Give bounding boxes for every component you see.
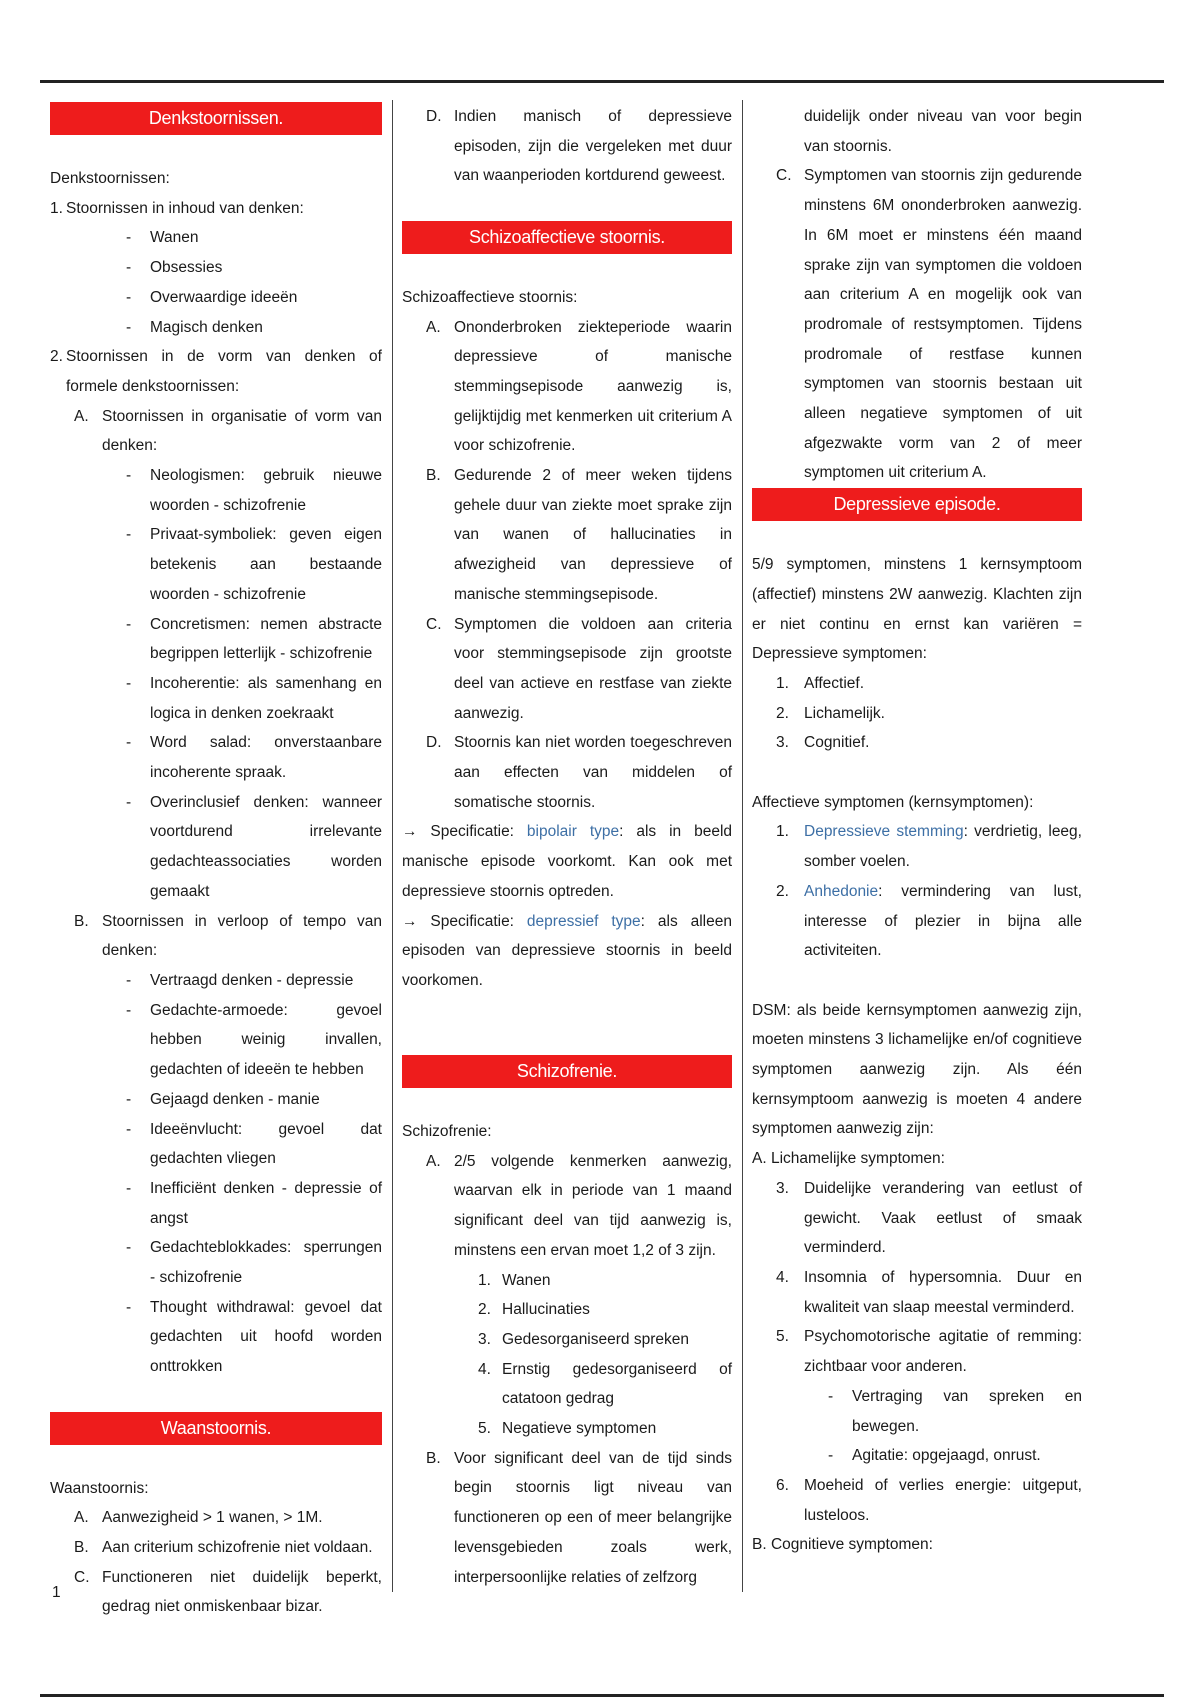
list-item: A. Stoornissen in organisatie of vorm van denken: xyxy=(74,407,382,455)
list-item: B. Stoornissen in verloop of tempo van denken: xyxy=(74,912,382,960)
list-item-continuation: duidelijk onder niveau van voor begin van stoornis. xyxy=(804,108,1082,155)
bullet-item: - Overwaardige ideeën xyxy=(126,288,298,306)
column-1 xyxy=(50,102,382,1622)
list-item: A. Ononderbroken ziekteperiode waarin depressieve of manische stemmingsepisode aanwezig is, gelijktijdig met kenmerken uit criterium A voor schizofrenie. xyxy=(426,318,732,455)
list-item: B. Voor significant deel van de tijd sinds begin stoornis ligt niveau van functioneren op een of meer belangrijke levensgebieden zoals werk, interpersoonlijke relaties of zelfzorg xyxy=(426,1449,732,1586)
section-header-schizofrenie: Schizofrenie. xyxy=(402,1055,732,1088)
page-number: 1 xyxy=(52,1584,61,1601)
numbered-item: 5. Psychomotorische agitatie of remming: zichtbaar voor anderen. xyxy=(776,1328,1082,1376)
numbered-item: 1. Depressieve stemming: verdrietig, leeg, somber voelen. xyxy=(776,823,1082,871)
column-2 xyxy=(402,102,732,1592)
numbered-item: 2. Lichamelijk. xyxy=(776,704,885,722)
bottom-rule xyxy=(40,1694,1164,1697)
list-item: C. Functioneren niet duidelijk beperkt, gedrag niet onmiskenbaar bizar. xyxy=(74,1568,382,1616)
numbered-item: 2. Hallucinaties xyxy=(478,1301,590,1319)
bullet-item: - Word salad: onverstaanbare incoherente spraak. xyxy=(126,734,382,782)
bullet-item: - Thought withdrawal: gevoel dat gedachten uit hoofd worden onttrokken xyxy=(126,1298,382,1376)
bullet-item: - Inefficiënt denken - depressie of angst xyxy=(126,1179,382,1227)
intro-denkstoornissen: Denkstoornissen: xyxy=(50,170,170,187)
bullet-item: - Ideeënvlucht: gevoel dat gedachten vliegen xyxy=(126,1120,382,1168)
bullet-item: - Obsessies xyxy=(126,259,223,277)
list-item: C. Symptomen die voldoen aan criteria voor stemmingsepisode zijn grootste deel van actieve en restfase van ziekte aanwezig. xyxy=(426,615,732,722)
numbered-item: 2. Anhedonie: vermindering van lust, interesse of plezier in bijna alle activiteiten. xyxy=(776,882,1082,960)
list-item: D. Indien manisch of depressieve episoden, zijn die vergeleken met duur van waanperioden kortdurend geweest. xyxy=(426,108,732,185)
list-item: B. Aan criterium schizofrenie niet voldaan. xyxy=(74,1538,373,1556)
term-depressief-type: depressief type xyxy=(526,912,641,930)
numbered-item: 6. Moeheid of verlies energie: uitgeput, lusteloos. xyxy=(776,1476,1082,1524)
term-anhedonie: Anhedonie xyxy=(804,882,879,900)
intro-schizofrenie: Schizofrenie: xyxy=(402,1123,492,1141)
section-header-depressieve-episode: Depressieve episode. xyxy=(752,488,1082,521)
numbered-item: 4. Insomnia of hypersomnia. Duur en kwaliteit van slaap meestal verminderd. xyxy=(776,1268,1082,1316)
list-item: 2. Stoornissen in de vorm van denken of formele denkstoornissen: xyxy=(50,348,382,395)
column-3 xyxy=(752,102,1082,1560)
bullet-item: - Magisch denken xyxy=(126,318,263,336)
list-item: A. Aanwezigheid > 1 wanen, > 1M. xyxy=(74,1509,323,1527)
numbered-item: 3. Cognitief. xyxy=(776,734,870,752)
dsm-paragraph: DSM: als beide kernsymptomen aanwezig zijn, moeten minstens 3 lichamelijke en/of cognitieve symptomen aanwezig zijn. Als één kernsymptoom aanwezig is moeten 4 andere symptomen aanwezig zijn: xyxy=(752,1001,1082,1138)
bullet-item: - Agitatie: opgejaagd, onrust. xyxy=(828,1447,1041,1465)
numbered-item: 4. Ernstig gedesorganiseerd of catatoon gedrag xyxy=(478,1360,732,1408)
numbered-item: 1. Affectief. xyxy=(776,674,865,692)
bullet-item: - Privaat-symboliek: geven eigen betekenis aan bestaande woorden - schizofrenie xyxy=(126,526,382,603)
list-item: B. Gedurende 2 of meer weken tijdens gehele duur van ziekte moet sprake zijn van wanen of hallucinaties in afwezigheid van depressieve of manische stemmingsepisode. xyxy=(426,467,732,603)
bullet-item: - Gedachteblokkades: sperrungen - schizofrenie xyxy=(126,1239,382,1287)
bullet-item: - Neologismen: gebruik nieuwe woorden - schizofrenie xyxy=(126,467,382,514)
specificatie-depressief: → Specificatie: depressief type: als alleen episoden van depressieve stoornis in beeld voorkomen. xyxy=(402,912,732,989)
list-item: A. 2/5 volgende kenmerken aanwezig, waarvan elk in periode van 1 maand significant deel van tijd aanwezig is, minstens een ervan moet 1,2 of 3 zijn. xyxy=(426,1152,732,1259)
lichamelijke-symptomen-title: A. Lichamelijke symptomen: xyxy=(752,1150,945,1168)
column-divider xyxy=(742,100,743,1592)
affectieve-symptomen-title: Affectieve symptomen (kernsymptomen): xyxy=(752,793,1034,811)
bullet-item: - Vertraging van spreken en bewegen. xyxy=(828,1387,1082,1435)
list-item: D. Stoornis kan niet worden toegeschreven aan effecten van middelen of somatische stoornis. xyxy=(426,734,732,811)
bullet-item: - Concretismen: nemen abstracte begrippen letterlijk - schizofrenie xyxy=(126,615,382,663)
bullet-item: - Gejaagd denken - manie xyxy=(126,1090,320,1108)
section-header-denkstoornissen: Denkstoornissen. xyxy=(50,102,382,135)
intro-schizoaffectief: Schizoaffectieve stoornis: xyxy=(402,288,578,306)
section-header-schizoaffectieve-stoornis: Schizoaffectieve stoornis. xyxy=(402,221,732,254)
bullet-item: - Wanen xyxy=(126,229,199,247)
numbered-item: 1. Wanen xyxy=(478,1271,551,1289)
column-divider xyxy=(392,100,393,1592)
specificatie-bipolair: → Specificatie: bipolair type: als in beeld manische episode voorkomt. Kan ook met depressieve stoornis optreden. xyxy=(402,823,733,900)
section-header-waanstoornis: Waanstoornis. xyxy=(50,1412,382,1445)
bullet-item: - Vertraagd denken - depressie xyxy=(126,971,354,989)
term-bipolair-type: bipolair type xyxy=(526,823,620,841)
term-depressieve-stemming: Depressieve stemming xyxy=(804,823,964,841)
intro-depressieve-episode: 5/9 symptomen, minstens 1 kernsymptoom (affectief) minstens 2W aanwezig. Klachten zijn er niet continu en ernst kan variëren = Depressieve symptomen: xyxy=(752,556,1082,663)
bullet-item: - Gedachte-armoede: gevoel hebben weinig invallen, gedachten of ideeën te hebben xyxy=(126,1001,382,1079)
intro-waanstoornis: Waanstoornis: xyxy=(50,1479,149,1497)
numbered-item: 3. Duidelijke verandering van eetlust of gewicht. Vaak eetlust of smaak verminderd. xyxy=(776,1179,1082,1257)
numbered-item: 5. Negatieve symptomen xyxy=(478,1420,657,1438)
list-item: 1. Stoornissen in inhoud van denken: xyxy=(50,199,304,217)
top-rule xyxy=(40,80,1164,83)
bullet-item: - Overinclusief denken: wanneer voortdurend irrelevante gedachteassociaties worden gemaakt xyxy=(126,793,382,900)
list-item: C. Symptomen van stoornis zijn gedurende minstens 6M ononderbroken aanwezig. In 6M moet er minstens één maand sprake zijn van symptomen die voldoen aan criterium A en mogelijk ook van prodromale of restsymptomen. Tijdens prodromale of restfase kunnen symptomen van stoornis bestaan uit alleen negatieve symptomen of uit afgezwakte vorm van 2 of meer symptomen uit criterium A. xyxy=(776,167,1082,482)
cognitieve-symptomen-title: B. Cognitieve symptomen: xyxy=(752,1536,933,1554)
bullet-item: - Incoherentie: als samenhang en logica in denken zoekraakt xyxy=(126,674,382,722)
numbered-item: 3. Gedesorganiseerd spreken xyxy=(478,1330,689,1348)
